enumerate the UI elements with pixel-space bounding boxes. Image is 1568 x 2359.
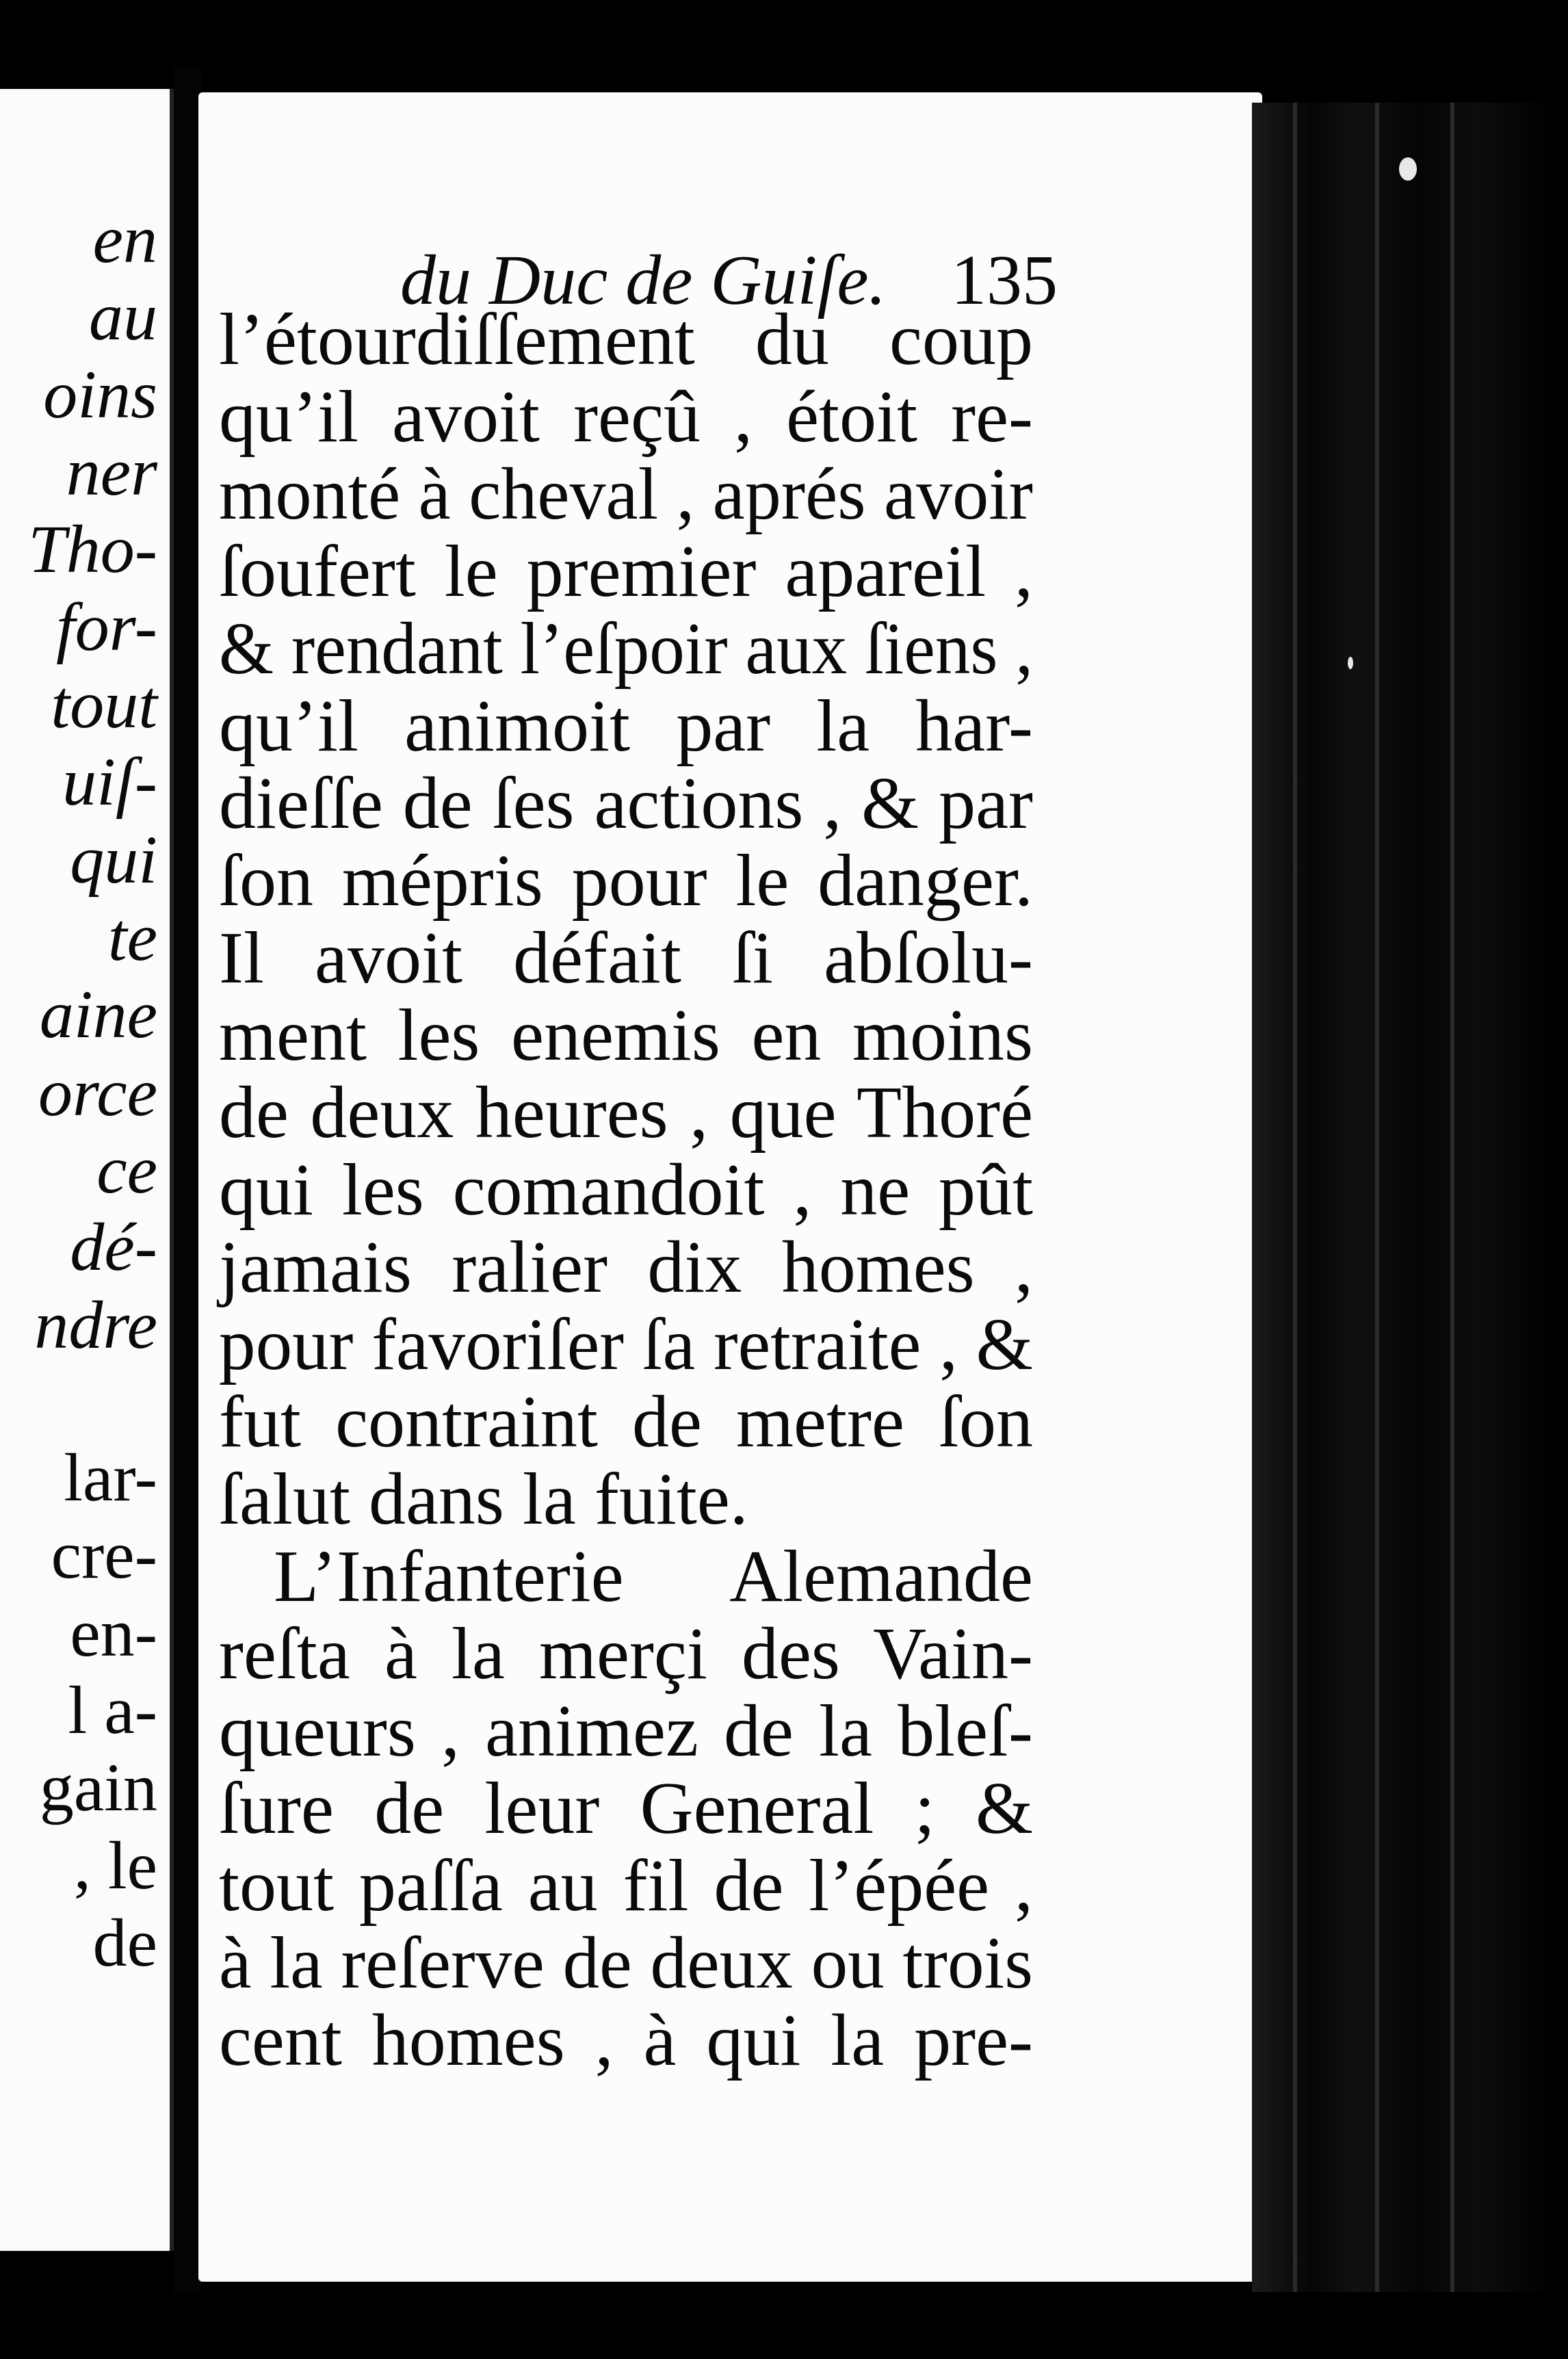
left-page-line: en-	[70, 1595, 157, 1671]
left-page-line: te	[107, 899, 157, 975]
left-page-line: qui	[70, 822, 157, 898]
text-line: jamais ralier dix homes ,	[219, 1227, 1033, 1308]
left-page-line: l a-	[68, 1672, 157, 1748]
text-line: Il avoit défait ſi abſolu-	[219, 917, 1033, 999]
left-page-line: en	[92, 201, 157, 277]
text-line: tout paſſa au fil de l’épée ,	[219, 1845, 1033, 1927]
text-line: à la reſerve de deux ou trois	[219, 1923, 1033, 2004]
text-line: dieſſe de ſes actions , & par	[219, 763, 1033, 844]
text-line: ment les enemis en moins	[219, 995, 1033, 1076]
left-page-line: ndre	[34, 1287, 157, 1363]
page-right	[198, 92, 1262, 2282]
running-head: du Duc de Guiſe.	[400, 241, 887, 320]
book-fore-edge	[1252, 103, 1553, 2292]
left-page-line: au	[89, 278, 157, 354]
text-line: ſon mépris pour le danger.	[219, 840, 1033, 922]
left-page-line: Tho-	[28, 511, 157, 587]
left-page-line: ner	[66, 434, 157, 510]
left-page-line: dé-	[70, 1209, 157, 1285]
edge-stripe	[1293, 103, 1297, 2292]
edge-stripe	[1450, 103, 1454, 2292]
left-page-line: lar-	[64, 1439, 157, 1515]
facing-page-left	[0, 89, 174, 2251]
left-page-line: tout	[51, 666, 157, 742]
text-line: fut contraint de metre ſon	[219, 1381, 1033, 1463]
page-number: 135	[951, 241, 1058, 320]
left-page-line: orce	[38, 1054, 157, 1130]
text-line: ſure de leur General ; &	[219, 1768, 1033, 1849]
edge-stripe	[1375, 103, 1379, 2292]
left-page-line: cre-	[51, 1517, 157, 1593]
text-line: pour favoriſer ſa retraite , &	[219, 1304, 1033, 1385]
left-page-line: ce	[96, 1132, 157, 1208]
text-line: l’étourdiſſement du coup	[219, 299, 1033, 380]
text-line: ſoufert le premier apareil ,	[219, 531, 1033, 612]
text-line: de deux heures , que Thoré	[219, 1072, 1033, 1154]
dust-speck	[1399, 157, 1417, 181]
left-page-line: aine	[39, 976, 157, 1052]
text-line: queurs , animez de la bleſ-	[219, 1691, 1033, 1772]
dust-speck	[1348, 657, 1353, 669]
text-line: monté à cheval , aprés avoir	[219, 454, 1033, 535]
body-text	[219, 301, 1040, 2079]
text-line: cent homes , à qui la pre-	[219, 2000, 1033, 2081]
text-line: qu’il avoit reçû , étoit re-	[219, 376, 1033, 458]
left-page-line: de	[92, 1905, 157, 1981]
text-line: qu’il animoit par la har-	[219, 686, 1033, 767]
left-page-line: , le	[73, 1827, 157, 1903]
left-page-line: oins	[43, 356, 157, 432]
text-line: qui les comandoit , ne pût	[219, 1149, 1033, 1231]
text-line: ſalut dans la fuite.	[219, 1459, 748, 1540]
text-line: L’Infanterie Alemande	[274, 1536, 1033, 1617]
text-line: reſta à la merçi des Vain-	[219, 1613, 1033, 1695]
left-page-line: uiſ-	[62, 744, 157, 820]
left-page-line: for-	[56, 589, 157, 665]
text-line: & rendant l’eſpoir aux ſiens ,	[219, 608, 1033, 690]
book-gutter	[174, 68, 201, 2292]
left-page-line: gain	[39, 1749, 157, 1825]
